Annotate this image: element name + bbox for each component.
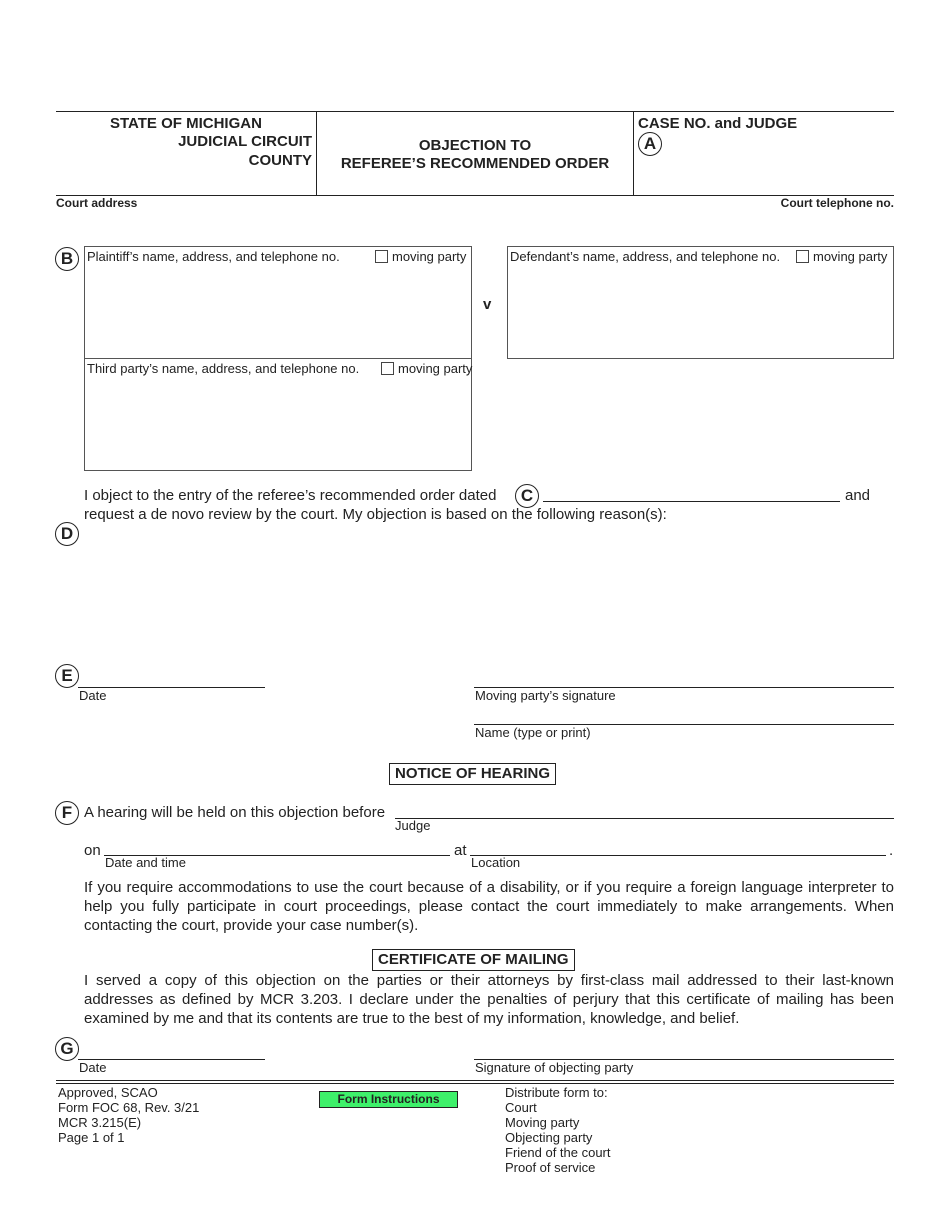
versus-label: v: [483, 296, 492, 313]
plaintiff-third-party-divider: [84, 358, 472, 359]
reasons-field[interactable]: [84, 528, 894, 658]
name-print-label: Name (type or print): [475, 725, 591, 740]
accommodations-text: If you require accommodations to use the court because of a disability, or if you require a foreign language interpreter to help you fully participate in court proceedings, please contact the court immediately to make arrangements. When contacting the court, provide your case number(s).: [84, 879, 894, 934]
third-party-moving-party-label: moving party: [398, 361, 473, 376]
third-party-moving-party-checkbox[interactable]: [381, 362, 394, 375]
distribute-item: Objecting party: [505, 1130, 593, 1145]
footer-rule-1: [56, 1080, 894, 1081]
distribute-item: Moving party: [505, 1115, 580, 1130]
distribute-item: Proof of service: [505, 1160, 596, 1175]
defendant-label: Defendant’s name, address, and telephone no.: [510, 249, 781, 264]
footer-rule-2: [56, 1083, 894, 1084]
form-title-line1: OBJECTION TO: [418, 137, 532, 154]
form-info: [58, 1085, 199, 1145]
objection-and: and: [845, 487, 871, 504]
objection-line2: request a de novo review by the court. My objection is based on the following reason(s):: [84, 506, 667, 523]
moving-party-signature-label: Moving party’s signature: [475, 688, 616, 703]
marker-a: A: [638, 132, 662, 156]
notice-of-hearing-title: NOTICE OF HEARING: [389, 763, 556, 785]
county-label: COUNTY: [248, 152, 312, 169]
state-label: STATE OF MICHIGAN: [110, 115, 262, 132]
marker-e: E: [55, 664, 79, 688]
certificate-text: I served a copy of this objection on the parties or their attorneys by first-class mail addressed to their last-known addresses as defined by MCR 3.203. I declare under the penalties of perjury that this certificate of mailing has been examined by me and that its contents are true to the best of my information, knowledge, and belief.: [84, 972, 894, 1027]
approved-label: Approved, SCAO: [58, 1085, 158, 1100]
marker-f: F: [55, 801, 79, 825]
marker-b: B: [55, 247, 79, 271]
distribute-list: [505, 1085, 611, 1175]
location-label: Location: [471, 855, 521, 870]
case-no-judge-label: CASE NO. and JUDGE: [638, 115, 798, 132]
circuit-label: JUDICIAL CIRCUIT: [178, 133, 312, 150]
plaintiff-moving-party-checkbox[interactable]: [375, 250, 388, 263]
distribute-title: Distribute form to:: [505, 1085, 608, 1100]
page-number: Page 1 of 1: [58, 1130, 125, 1145]
objection-line1: I object to the entry of the referee’s recommended order dated: [84, 487, 497, 504]
at-label: at: [454, 842, 467, 859]
location-field[interactable]: [470, 855, 886, 856]
on-label: on: [84, 842, 101, 859]
defendant-moving-party-checkbox[interactable]: [796, 250, 809, 263]
court-telephone-label: Court telephone no.: [780, 196, 894, 210]
certificate-of-mailing-title: CERTIFICATE OF MAILING: [372, 949, 575, 971]
judge-field[interactable]: [395, 818, 894, 819]
order-date-field[interactable]: [543, 501, 840, 502]
form-number: Form FOC 68, Rev. 3/21: [58, 1100, 200, 1115]
objecting-party-signature-label: Signature of objecting party: [475, 1060, 634, 1075]
plaintiff-label: Plaintiff’s name, address, and telephone no.: [87, 249, 340, 264]
defendant-moving-party-label: moving party: [813, 249, 888, 264]
marker-g: G: [55, 1037, 79, 1061]
distribute-item: Friend of the court: [505, 1145, 611, 1160]
marker-d: D: [55, 522, 79, 546]
judge-label: Judge: [395, 818, 431, 833]
header-divider-right: [633, 111, 634, 195]
court-address-label: Court address: [56, 196, 138, 210]
plaintiff-moving-party-label: moving party: [392, 249, 467, 264]
date-time-label: Date and time: [105, 855, 186, 870]
third-party-label: Third party’s name, address, and telephone no.: [87, 361, 360, 376]
objection-date-label: Date: [79, 688, 107, 703]
mailing-date-label: Date: [79, 1060, 107, 1075]
header-top-rule: [56, 111, 894, 112]
location-period: .: [889, 842, 894, 859]
hearing-text: A hearing will be held on this objection before: [84, 804, 386, 821]
distribute-item: Court: [505, 1100, 537, 1115]
marker-c: C: [515, 484, 539, 508]
form-title-line2: REFEREE’S RECOMMENDED ORDER: [340, 155, 610, 172]
header-bottom-rule: [56, 195, 894, 196]
form-instructions-button[interactable]: Form Instructions: [319, 1091, 458, 1108]
mcr-reference: MCR 3.215(E): [58, 1115, 142, 1130]
